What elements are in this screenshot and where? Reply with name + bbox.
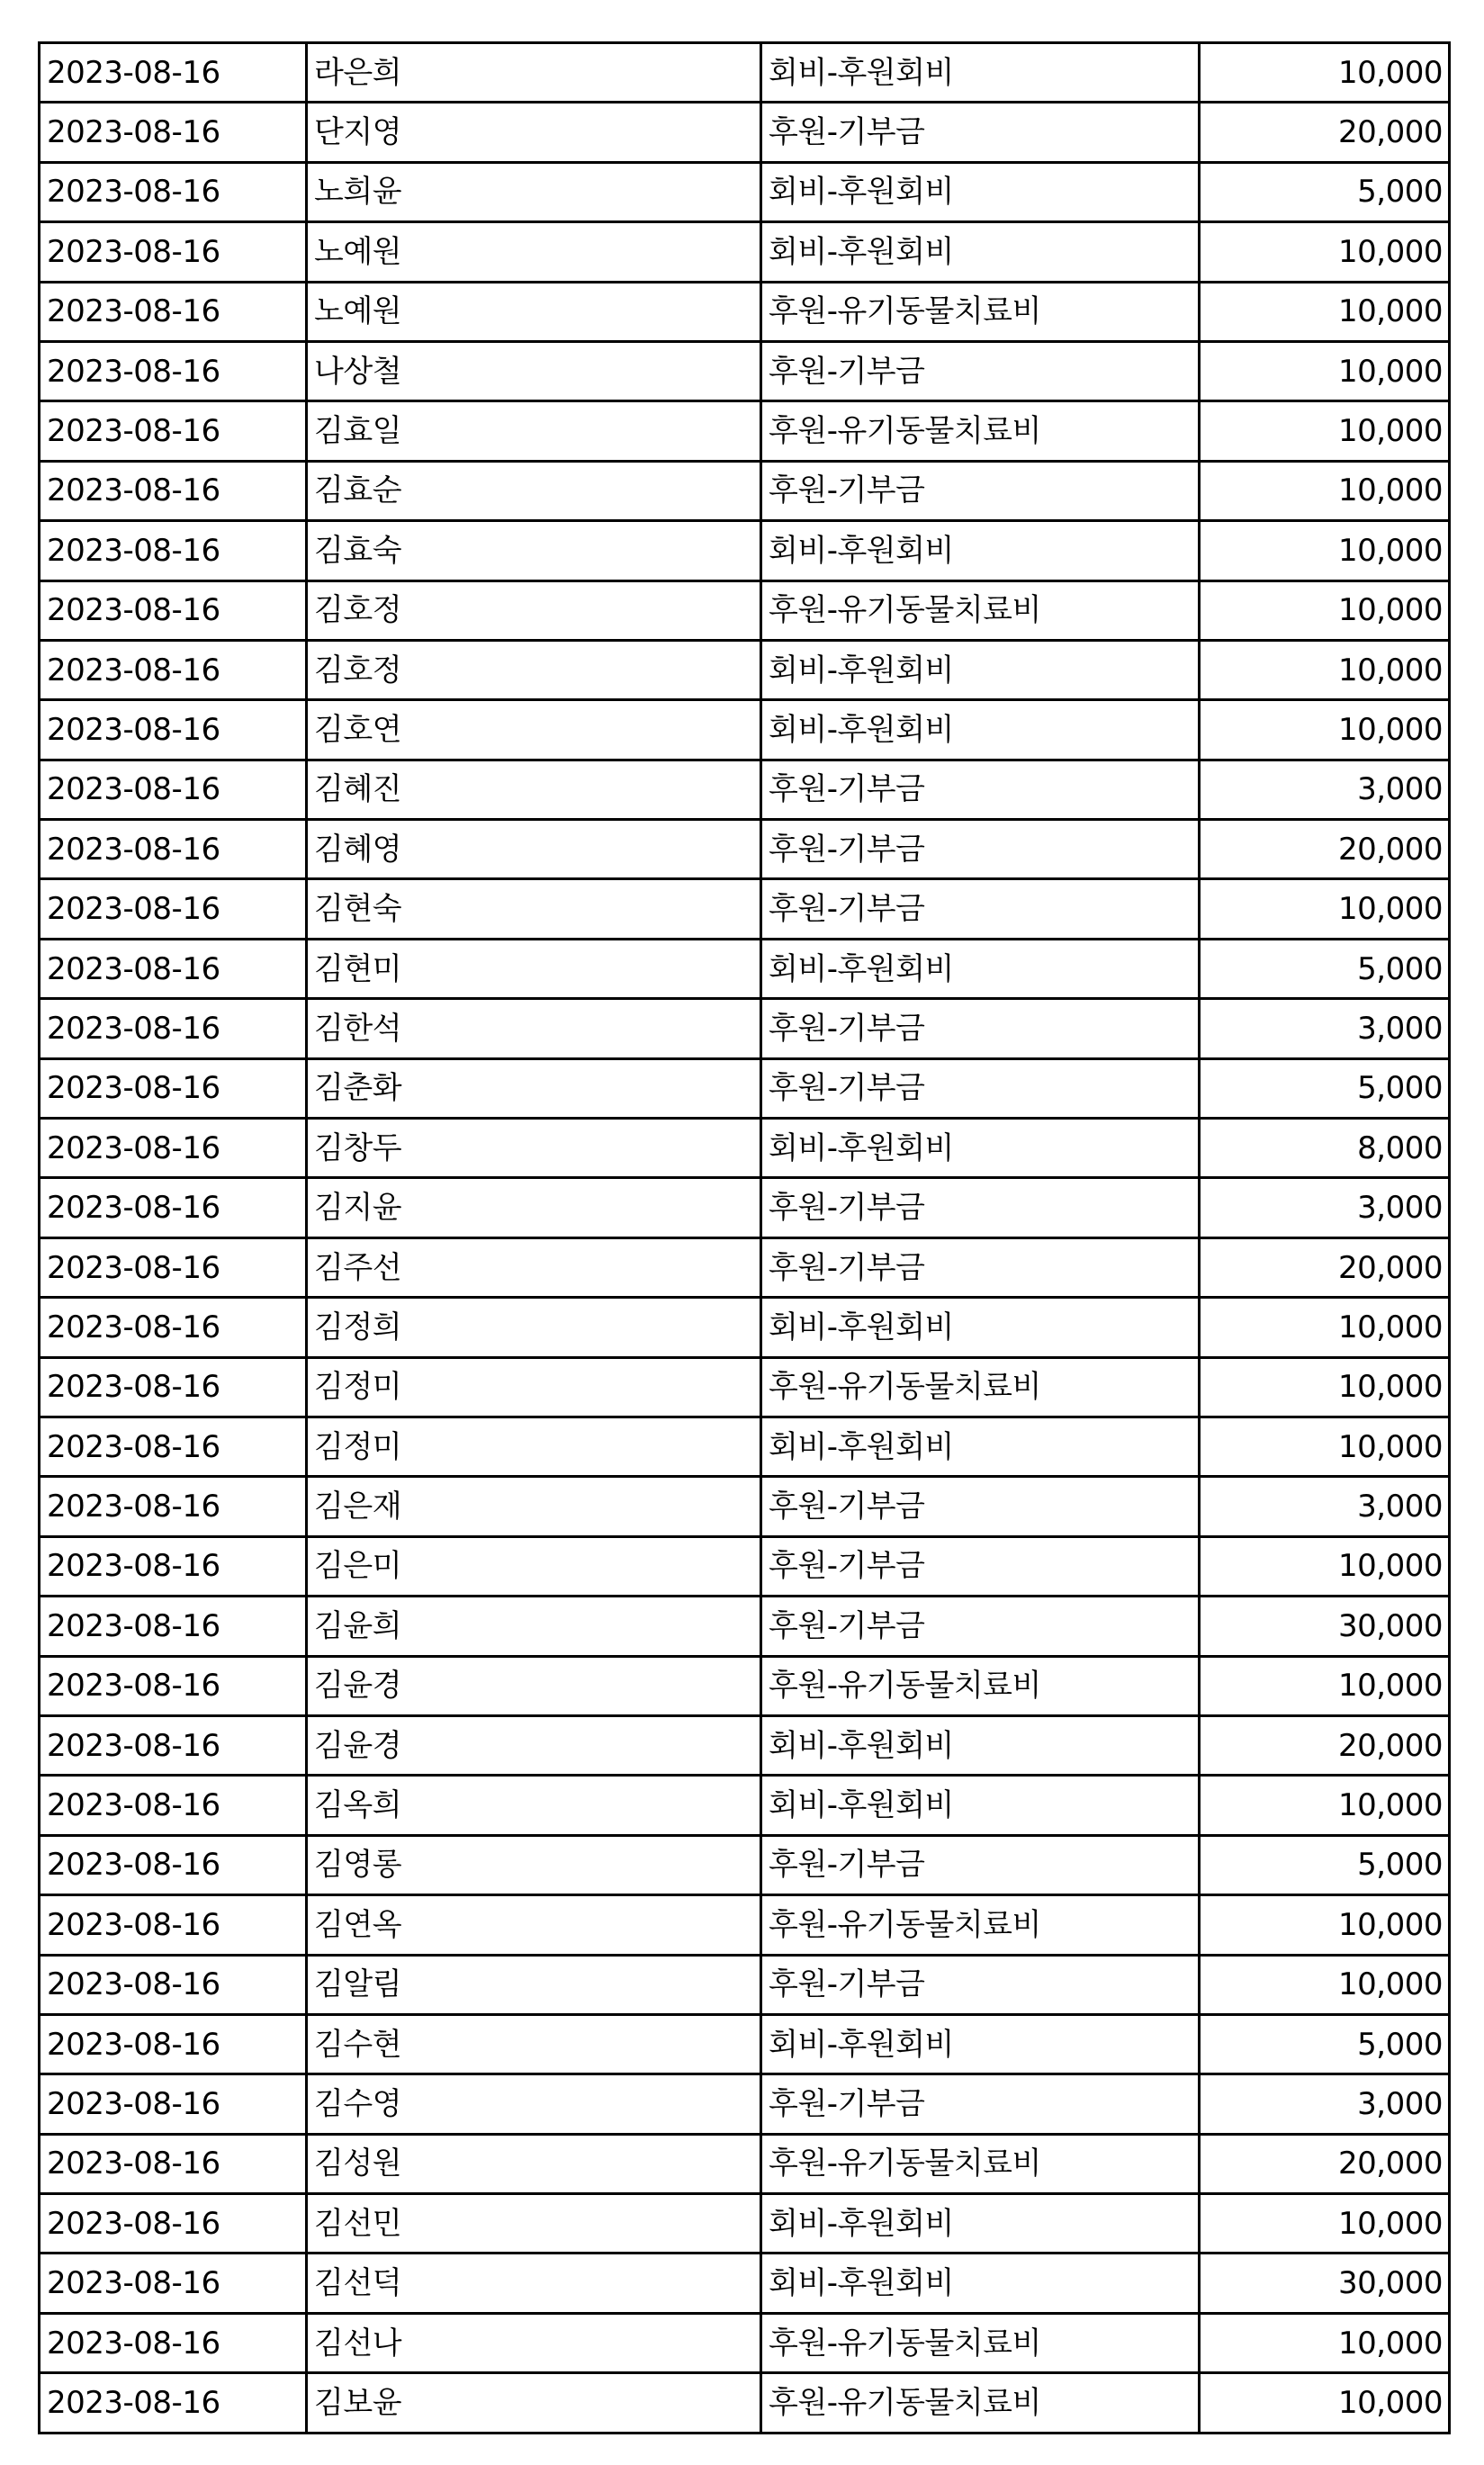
amount-cell: 3,000 (1200, 2074, 1450, 2134)
amount-cell: 20,000 (1200, 103, 1450, 162)
category-cell: 회비-후원회비 (761, 43, 1200, 103)
table-row (40, 1178, 1450, 1237)
name-cell: 김정미 (307, 1417, 761, 1476)
amount-cell: 10,000 (1200, 1357, 1450, 1417)
amount-cell: 5,000 (1200, 1058, 1450, 1118)
date-cell: 2023-08-16 (40, 2134, 307, 2193)
name-cell: 김주선 (307, 1237, 761, 1297)
amount-cell: 10,000 (1200, 2313, 1450, 2372)
date-cell: 2023-08-16 (40, 1417, 307, 1476)
amount-cell: 20,000 (1200, 2134, 1450, 2193)
name-cell: 김창두 (307, 1119, 761, 1178)
date-cell: 2023-08-16 (40, 1357, 307, 1417)
date-cell: 2023-08-16 (40, 401, 307, 461)
name-cell: 김수영 (307, 2074, 761, 2134)
date-cell: 2023-08-16 (40, 1656, 307, 1715)
table-row (40, 521, 1450, 580)
name-cell: 노희윤 (307, 162, 761, 221)
name-cell: 노예원 (307, 222, 761, 282)
date-cell: 2023-08-16 (40, 2194, 307, 2254)
amount-cell: 30,000 (1200, 1597, 1450, 1656)
date-cell: 2023-08-16 (40, 341, 307, 400)
date-cell: 2023-08-16 (40, 1298, 307, 1357)
table-row (40, 1895, 1450, 1955)
category-cell: 후원-기부금 (761, 1178, 1200, 1237)
name-cell: 김현미 (307, 939, 761, 998)
date-cell: 2023-08-16 (40, 1776, 307, 1835)
name-cell: 김호정 (307, 580, 761, 640)
date-cell: 2023-08-16 (40, 1536, 307, 1596)
table-row (40, 1417, 1450, 1476)
amount-cell: 10,000 (1200, 282, 1450, 341)
amount-cell: 10,000 (1200, 461, 1450, 520)
date-cell: 2023-08-16 (40, 1237, 307, 1297)
name-cell: 라은희 (307, 43, 761, 103)
table-row (40, 1597, 1450, 1656)
category-cell: 후원-기부금 (761, 760, 1200, 819)
name-cell: 김한석 (307, 999, 761, 1058)
table-row (40, 103, 1450, 162)
amount-cell: 10,000 (1200, 401, 1450, 461)
name-cell: 김호정 (307, 640, 761, 699)
table-row (40, 1776, 1450, 1835)
category-cell: 후원-유기동물치료비 (761, 2134, 1200, 2193)
name-cell: 김현숙 (307, 879, 761, 939)
date-cell: 2023-08-16 (40, 1715, 307, 1775)
table-row (40, 1536, 1450, 1596)
date-cell: 2023-08-16 (40, 2074, 307, 2134)
date-cell: 2023-08-16 (40, 760, 307, 819)
amount-cell: 5,000 (1200, 939, 1450, 998)
date-cell: 2023-08-16 (40, 939, 307, 998)
table-row (40, 222, 1450, 282)
amount-cell: 10,000 (1200, 879, 1450, 939)
category-cell: 후원-유기동물치료비 (761, 2313, 1200, 2372)
table-row (40, 2134, 1450, 2193)
amount-cell: 10,000 (1200, 1895, 1450, 1955)
category-cell: 회비-후원회비 (761, 2254, 1200, 2313)
ledger-body (40, 43, 1450, 2434)
table-row (40, 1715, 1450, 1775)
category-cell: 후원-기부금 (761, 1237, 1200, 1297)
name-cell: 김선민 (307, 2194, 761, 2254)
table-row (40, 1237, 1450, 1297)
category-cell: 회비-후원회비 (761, 1776, 1200, 1835)
category-cell: 회비-후원회비 (761, 700, 1200, 760)
table-row (40, 1656, 1450, 1715)
table-row (40, 999, 1450, 1058)
name-cell: 김효숙 (307, 521, 761, 580)
table-row (40, 1835, 1450, 1894)
table-row (40, 461, 1450, 520)
amount-cell: 5,000 (1200, 2014, 1450, 2074)
amount-cell: 10,000 (1200, 222, 1450, 282)
name-cell: 김효일 (307, 401, 761, 461)
date-cell: 2023-08-16 (40, 2014, 307, 2074)
date-cell: 2023-08-16 (40, 1058, 307, 1118)
amount-cell: 10,000 (1200, 43, 1450, 103)
table-row (40, 43, 1450, 103)
name-cell: 김지윤 (307, 1178, 761, 1237)
table-row (40, 282, 1450, 341)
amount-cell: 5,000 (1200, 162, 1450, 221)
category-cell: 후원-유기동물치료비 (761, 1357, 1200, 1417)
category-cell: 후원-유기동물치료비 (761, 1895, 1200, 1955)
date-cell: 2023-08-16 (40, 879, 307, 939)
category-cell: 후원-유기동물치료비 (761, 282, 1200, 341)
name-cell: 김윤희 (307, 1597, 761, 1656)
table-row (40, 1058, 1450, 1118)
table-row (40, 401, 1450, 461)
date-cell: 2023-08-16 (40, 1597, 307, 1656)
amount-cell: 10,000 (1200, 1955, 1450, 2014)
name-cell: 김효순 (307, 461, 761, 520)
name-cell: 김윤경 (307, 1656, 761, 1715)
category-cell: 회비-후원회비 (761, 2014, 1200, 2074)
category-cell: 후원-기부금 (761, 999, 1200, 1058)
date-cell: 2023-08-16 (40, 2254, 307, 2313)
table-row (40, 1955, 1450, 2014)
date-cell: 2023-08-16 (40, 2373, 307, 2433)
name-cell: 김성원 (307, 2134, 761, 2193)
amount-cell: 10,000 (1200, 700, 1450, 760)
table-row (40, 1357, 1450, 1417)
date-cell: 2023-08-16 (40, 999, 307, 1058)
table-row (40, 640, 1450, 699)
date-cell: 2023-08-16 (40, 1178, 307, 1237)
name-cell: 나상철 (307, 341, 761, 400)
amount-cell: 10,000 (1200, 1298, 1450, 1357)
date-cell: 2023-08-16 (40, 103, 307, 162)
table-row (40, 820, 1450, 879)
name-cell: 김윤경 (307, 1715, 761, 1775)
date-cell: 2023-08-16 (40, 1835, 307, 1894)
category-cell: 회비-후원회비 (761, 640, 1200, 699)
table-row (40, 162, 1450, 221)
category-cell: 회비-후원회비 (761, 521, 1200, 580)
date-cell: 2023-08-16 (40, 43, 307, 103)
table-row (40, 1298, 1450, 1357)
table-row (40, 2254, 1450, 2313)
category-cell: 후원-기부금 (761, 461, 1200, 520)
table-row (40, 879, 1450, 939)
category-cell: 후원-유기동물치료비 (761, 1656, 1200, 1715)
date-cell: 2023-08-16 (40, 222, 307, 282)
name-cell: 노예원 (307, 282, 761, 341)
amount-cell: 10,000 (1200, 2194, 1450, 2254)
category-cell: 회비-후원회비 (761, 1715, 1200, 1775)
date-cell: 2023-08-16 (40, 1477, 307, 1536)
table-row (40, 2313, 1450, 2372)
date-cell: 2023-08-16 (40, 2313, 307, 2372)
table-row (40, 341, 1450, 400)
category-cell: 후원-기부금 (761, 1597, 1200, 1656)
date-cell: 2023-08-16 (40, 1895, 307, 1955)
category-cell: 후원-유기동물치료비 (761, 2373, 1200, 2433)
name-cell: 김춘화 (307, 1058, 761, 1118)
amount-cell: 20,000 (1200, 1237, 1450, 1297)
amount-cell: 3,000 (1200, 760, 1450, 819)
amount-cell: 3,000 (1200, 1477, 1450, 1536)
category-cell: 후원-기부금 (761, 879, 1200, 939)
date-cell: 2023-08-16 (40, 521, 307, 580)
table-row (40, 2373, 1450, 2433)
category-cell: 후원-기부금 (761, 2074, 1200, 2134)
amount-cell: 8,000 (1200, 1119, 1450, 1178)
name-cell: 김선나 (307, 2313, 761, 2372)
amount-cell: 10,000 (1200, 1656, 1450, 1715)
amount-cell: 10,000 (1200, 2373, 1450, 2433)
name-cell: 김옥희 (307, 1776, 761, 1835)
category-cell: 후원-기부금 (761, 103, 1200, 162)
amount-cell: 10,000 (1200, 521, 1450, 580)
name-cell: 김수현 (307, 2014, 761, 2074)
category-cell: 후원-기부금 (761, 1058, 1200, 1118)
table-row (40, 2014, 1450, 2074)
name-cell: 김선덕 (307, 2254, 761, 2313)
date-cell: 2023-08-16 (40, 640, 307, 699)
date-cell: 2023-08-16 (40, 820, 307, 879)
date-cell: 2023-08-16 (40, 461, 307, 520)
table-row (40, 580, 1450, 640)
category-cell: 후원-기부금 (761, 820, 1200, 879)
table-row (40, 1477, 1450, 1536)
amount-cell: 5,000 (1200, 1835, 1450, 1894)
date-cell: 2023-08-16 (40, 282, 307, 341)
category-cell: 회비-후원회비 (761, 162, 1200, 221)
amount-cell: 20,000 (1200, 820, 1450, 879)
table-row (40, 700, 1450, 760)
name-cell: 단지영 (307, 103, 761, 162)
table-row (40, 2074, 1450, 2134)
category-cell: 후원-기부금 (761, 1477, 1200, 1536)
table-row (40, 760, 1450, 819)
table-row (40, 1119, 1450, 1178)
category-cell: 회비-후원회비 (761, 1417, 1200, 1476)
date-cell: 2023-08-16 (40, 162, 307, 221)
category-cell: 후원-기부금 (761, 1536, 1200, 1596)
amount-cell: 10,000 (1200, 1417, 1450, 1476)
name-cell: 김영롱 (307, 1835, 761, 1894)
name-cell: 김혜영 (307, 820, 761, 879)
category-cell: 회비-후원회비 (761, 222, 1200, 282)
table-row (40, 2194, 1450, 2254)
date-cell: 2023-08-16 (40, 1955, 307, 2014)
amount-cell: 3,000 (1200, 999, 1450, 1058)
amount-cell: 10,000 (1200, 1776, 1450, 1835)
amount-cell: 10,000 (1200, 640, 1450, 699)
name-cell: 김알림 (307, 1955, 761, 2014)
category-cell: 회비-후원회비 (761, 2194, 1200, 2254)
donation-ledger-table (38, 41, 1451, 2434)
amount-cell: 30,000 (1200, 2254, 1450, 2313)
table-row (40, 939, 1450, 998)
name-cell: 김보윤 (307, 2373, 761, 2433)
category-cell: 후원-유기동물치료비 (761, 580, 1200, 640)
category-cell: 회비-후원회비 (761, 939, 1200, 998)
date-cell: 2023-08-16 (40, 580, 307, 640)
name-cell: 김은미 (307, 1536, 761, 1596)
category-cell: 후원-기부금 (761, 341, 1200, 400)
amount-cell: 10,000 (1200, 1536, 1450, 1596)
date-cell: 2023-08-16 (40, 700, 307, 760)
amount-cell: 10,000 (1200, 341, 1450, 400)
amount-cell: 20,000 (1200, 1715, 1450, 1775)
category-cell: 회비-후원회비 (761, 1298, 1200, 1357)
amount-cell: 10,000 (1200, 580, 1450, 640)
name-cell: 김호연 (307, 700, 761, 760)
amount-cell: 3,000 (1200, 1178, 1450, 1237)
category-cell: 후원-기부금 (761, 1835, 1200, 1894)
date-cell: 2023-08-16 (40, 1119, 307, 1178)
category-cell: 후원-유기동물치료비 (761, 401, 1200, 461)
name-cell: 김연옥 (307, 1895, 761, 1955)
name-cell: 김정미 (307, 1357, 761, 1417)
category-cell: 회비-후원회비 (761, 1119, 1200, 1178)
name-cell: 김혜진 (307, 760, 761, 819)
name-cell: 김정희 (307, 1298, 761, 1357)
name-cell: 김은재 (307, 1477, 761, 1536)
category-cell: 후원-기부금 (761, 1955, 1200, 2014)
